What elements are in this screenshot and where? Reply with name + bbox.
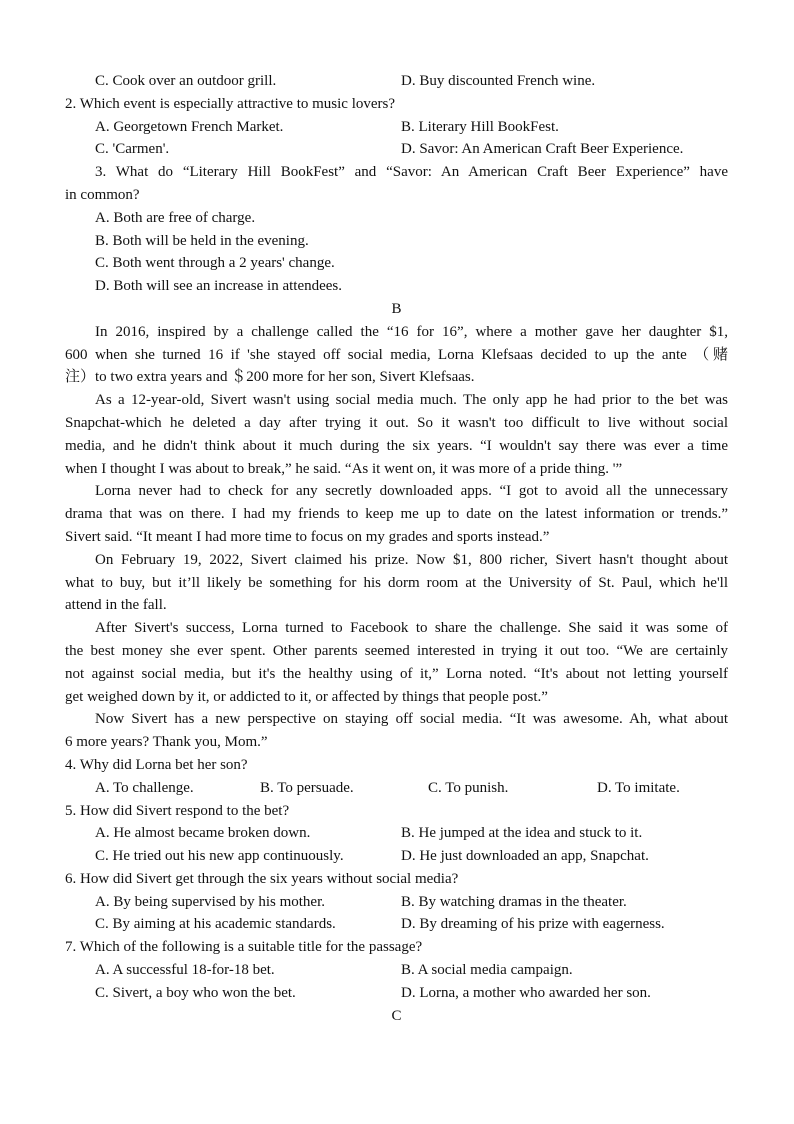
q3-option-b: B. Both will be held in the evening.: [95, 232, 309, 249]
exam-page: [65, 70, 728, 1027]
passage-line: On February 19, 2022, Sivert claimed his prize. Now $1, 800 richer, Sivert hasn't thought about: [95, 551, 728, 568]
q2-option-c: C. 'Carmen'.: [95, 141, 170, 158]
passage-line: Sivert said. “It meant I had more time to focus on my grades and sports instead.”: [65, 528, 550, 545]
q6-option-c: C. By aiming at his academic standards.: [95, 916, 336, 933]
q1-option-d: D. Buy discounted French wine.: [401, 73, 596, 89]
passage-line: when I thought I was about to break,” he said. “As it went on, it was more of a pride thing. '”: [65, 460, 623, 477]
passage-line: 注）to two extra years and ＄200 more for her son, Sivert Klefsaas.: [65, 369, 475, 386]
q7-option-a: A. A successful 18-for-18 bet.: [95, 962, 275, 979]
q3-option-c: C. Both went through a 2 years' change.: [95, 255, 335, 272]
passage-line: media, and he didn't think about it much during the six years. “I wouldn't say there was ever a time: [65, 437, 728, 454]
passage-line: Now Sivert has a new perspective on staying off social media. “It was awesome. Ah, what about: [95, 711, 728, 728]
passage-line: In 2016, inspired by a challenge called the “16 for 16”, where a mother gave her daughter $1,: [95, 323, 728, 340]
q5-option-a: A. He almost became broken down.: [95, 825, 311, 842]
q5-option-b: B. He jumped at the idea and stuck to it.: [401, 825, 643, 842]
section-c-heading: C: [391, 1007, 402, 1024]
q5-options-row-2: [65, 845, 728, 868]
q5-option-d: D. He just downloaded an app, Snapchat.: [401, 848, 649, 865]
q2-option-b: B. Literary Hill BookFest.: [401, 118, 559, 135]
passage-line: 6 more years? Thank you, Mom.”: [65, 734, 268, 751]
q4-option-c: C. To punish.: [428, 779, 509, 796]
q3-option-d: D. Both will see an increase in attendees.: [95, 278, 343, 295]
passage-line: drama that was on there. I had my friends to keep me up to date on the latest information or trends.”: [65, 506, 728, 523]
q2-option-d: D. Savor: An American Craft Beer Experience.: [401, 141, 684, 158]
q6-option-d: D. By dreaming of his prize with eagerness.: [401, 916, 665, 933]
q1-options-row: [65, 70, 728, 93]
q3-option-a: A. Both are free of charge.: [95, 209, 256, 226]
q4-stem: 4. Why did Lorna bet her son?: [65, 756, 248, 773]
q6-option-a: A. By being supervised by his mother.: [95, 893, 325, 910]
q6-stem: 6. How did Sivert get through the six years without social media?: [65, 870, 459, 887]
q7-stem: 7. Which of the following is a suitable title for the passage?: [65, 939, 423, 956]
q7-options-row-1: [65, 959, 728, 982]
q1-option-c: C. Cook over an outdoor grill.: [95, 73, 277, 89]
passage-line: Snapchat-which he deleted a day after trying it out. So it wasn't too difficult to live without social: [65, 414, 728, 431]
q7-option-d: D. Lorna, a mother who awarded her son.: [401, 984, 651, 1001]
q3-stem-line-2: in common?: [65, 186, 140, 203]
q5-options-row-1: [65, 822, 728, 845]
passage-line: After Sivert's success, Lorna turned to Facebook to share the challenge. She said it was some of: [95, 620, 728, 637]
q6-option-b: B. By watching dramas in the theater.: [401, 893, 627, 910]
q6-options-row-1: [65, 891, 728, 914]
passage-line: the best money she ever spent. Other parents seemed interested in trying it out too. “We are certainly: [65, 642, 728, 659]
passage-line: As a 12-year-old, Sivert wasn't using social media much. The only app he had prior to the bet was: [95, 392, 728, 409]
q7-options-row-2: [65, 982, 728, 1005]
passage-line: what to buy, but it’ll likely be something for his dorm room at the University of St. Paul, which he'll: [65, 574, 728, 591]
q4-options-row: [65, 777, 728, 800]
passage-line: get weighed down by it, or addicted to it, or affected by things that people post.”: [65, 688, 548, 705]
passage-line: not against social media, but it's the healthy using of it,” Lorna noted. “It's about not letting yourself: [65, 665, 728, 682]
passage-line: Lorna never had to check for any secretly downloaded apps. “I got to avoid all the unnecessary: [95, 483, 728, 500]
q5-stem: 5. How did Sivert respond to the bet?: [65, 802, 290, 819]
q2-options-row-1: [65, 116, 728, 139]
q4-option-d: D. To imitate.: [597, 779, 680, 796]
q2-option-a: A. Georgetown French Market.: [95, 118, 284, 135]
q4-option-a: A. To challenge.: [95, 779, 194, 796]
q2-stem: 2. Which event is especially attractive to music lovers?: [65, 95, 396, 112]
q3-stem-line-1: 3. What do “Literary Hill BookFest” and “Savor: An American Craft Beer Experience” have: [95, 164, 728, 181]
passage-line: 600 when she turned 16 if 'she stayed off social media, Lorna Klefsaas decided to up the ante （赌: [65, 346, 728, 363]
q7-option-b: B. A social media campaign.: [401, 962, 573, 979]
passage-line: attend in the fall.: [65, 597, 167, 614]
q2-options-row-2: [65, 138, 728, 161]
q6-options-row-2: [65, 913, 728, 936]
q7-option-c: C. Sivert, a boy who won the bet.: [95, 984, 296, 1001]
q5-option-c: C. He tried out his new app continuously.: [95, 848, 344, 865]
section-b-heading: B: [391, 300, 402, 317]
q4-option-b: B. To persuade.: [260, 779, 354, 796]
